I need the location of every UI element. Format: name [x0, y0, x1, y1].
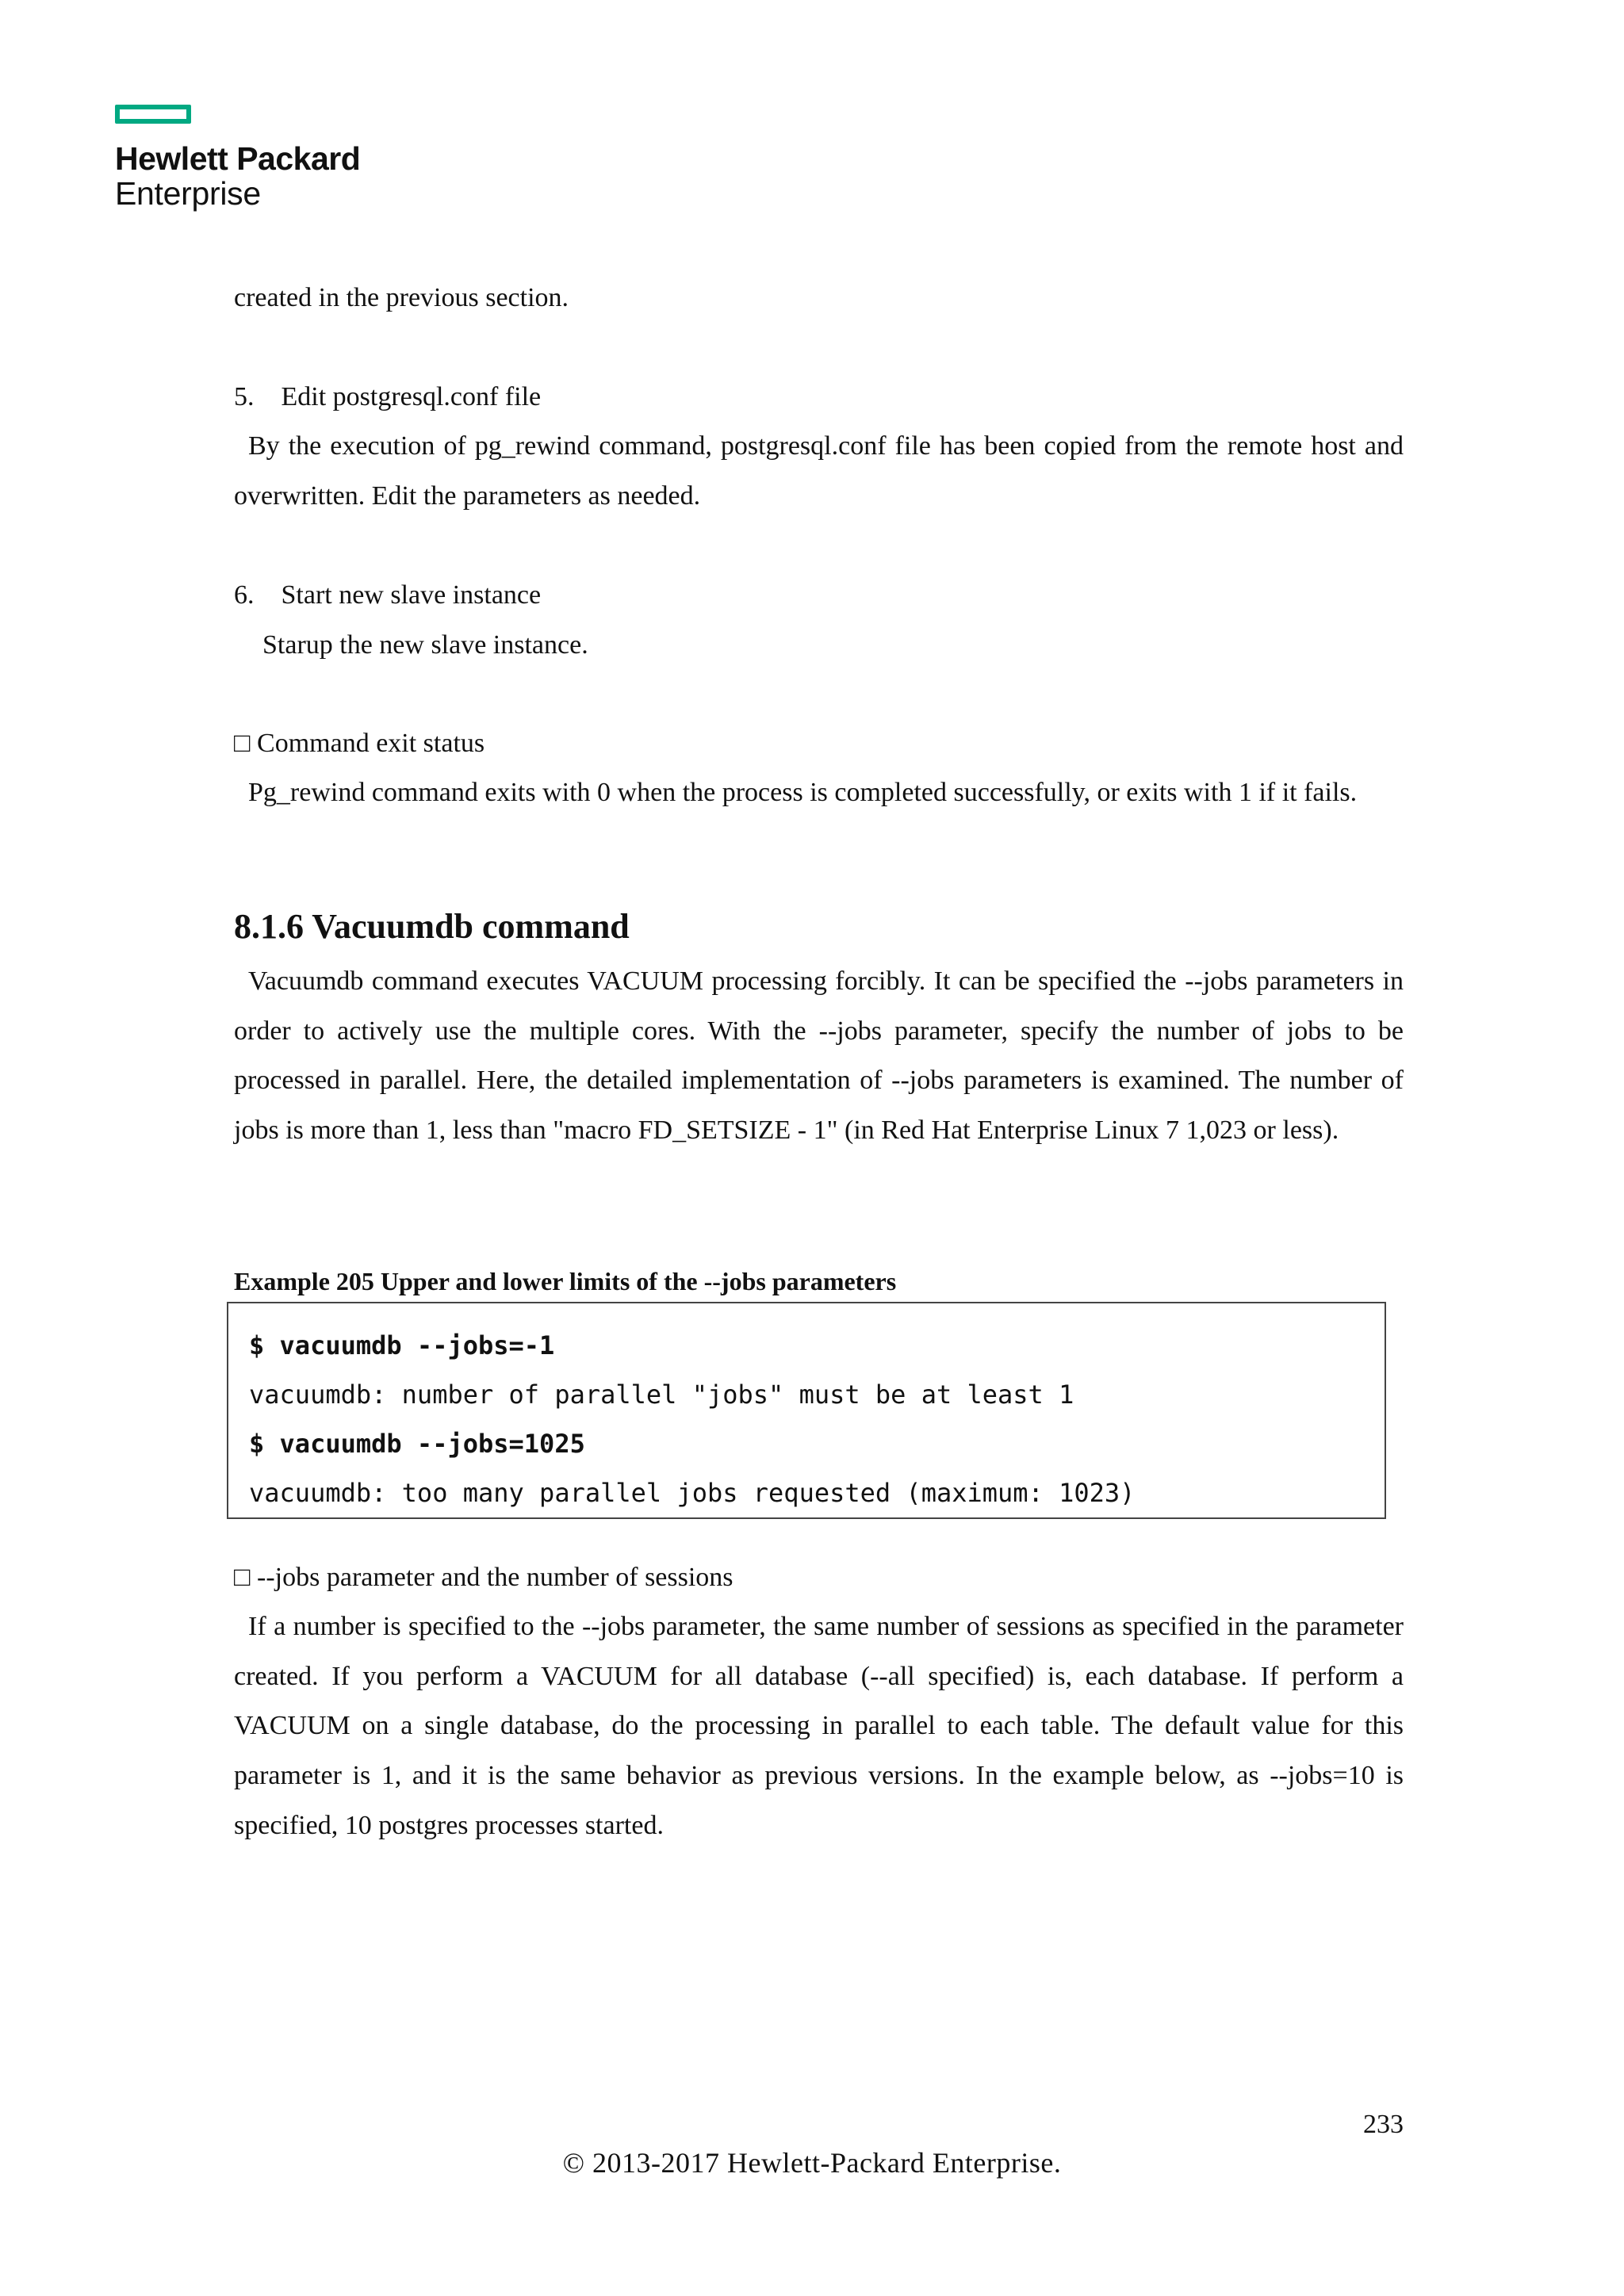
hpe-logo: [115, 105, 360, 211]
code-line-2: vacuumdb: number of parallel "jobs" must be at least 1: [249, 1380, 1074, 1410]
jobs-heading: □ --jobs parameter and the number of sessions: [234, 1563, 733, 1592]
step-6-text: Starup the new slave instance.: [262, 630, 588, 660]
code-line-1: $ vacuumdb --jobs=-1: [249, 1330, 555, 1360]
example-caption: Example 205 Upper and lower limits of the --jobs parameters: [234, 1267, 897, 1295]
code-line-3: $ vacuumdb --jobs=1025: [249, 1429, 585, 1459]
hpe-logo-mark-icon: [115, 105, 191, 124]
jobs-text: If a number is specified to the --jobs parameter, the same number of sessions as specified in the parameter created. If you perform a VACUUM for all database (--all specified) is, each database. If perform a VACUUM on a single database, do the processing in parallel to each table. The default value for this parameter is 1, and it is the same behavior as previous versions. In the example below, as --jobs=10 is specified, 10 postgres processes started.: [234, 1612, 1404, 1840]
intro-text: created in the previous section.: [234, 283, 569, 312]
page-number: 233: [1363, 2110, 1404, 2139]
step-6-title: 6. Start new slave instance: [234, 580, 542, 610]
section-title: 8.1.6 Vacuumdb command: [234, 907, 630, 946]
code-line-4: vacuumdb: too many parallel jobs requested (maximum: 1023): [249, 1478, 1136, 1508]
exit-status-heading: □ Command exit status: [234, 729, 485, 758]
step-5-title: 5. Edit postgresql.conf file: [234, 382, 542, 411]
logo-text-line2: Enterprise: [115, 175, 261, 212]
exit-status-text: Pg_rewind command exits with 0 when the process is completed successfully, or exits with 1 if it fails.: [248, 778, 1358, 807]
copyright: © 2013-2017 Hewlett-Packard Enterprise.: [562, 2147, 1062, 2179]
code-example: [227, 1302, 1386, 1519]
step-5-text: By the execution of pg_rewind command, postgresql.conf file has been copied from the remote host and overwritten. Edit the parameters as needed.: [234, 431, 1404, 511]
section-text: Vacuumdb command executes VACUUM processing forcibly. It can be specified the --jobs parameters in order to actively use the multiple cores. With the --jobs parameter, specify the number of jobs to be processed in parallel. Here, the detailed implementation of --jobs parameters is examined. The number of jobs is more than 1, less than "macro FD_SETSIZE - 1" (in Red Hat Enterprise Linux 7 1,023 or less).: [234, 966, 1404, 1146]
logo-text-line1: Hewlett Packard: [115, 140, 361, 177]
